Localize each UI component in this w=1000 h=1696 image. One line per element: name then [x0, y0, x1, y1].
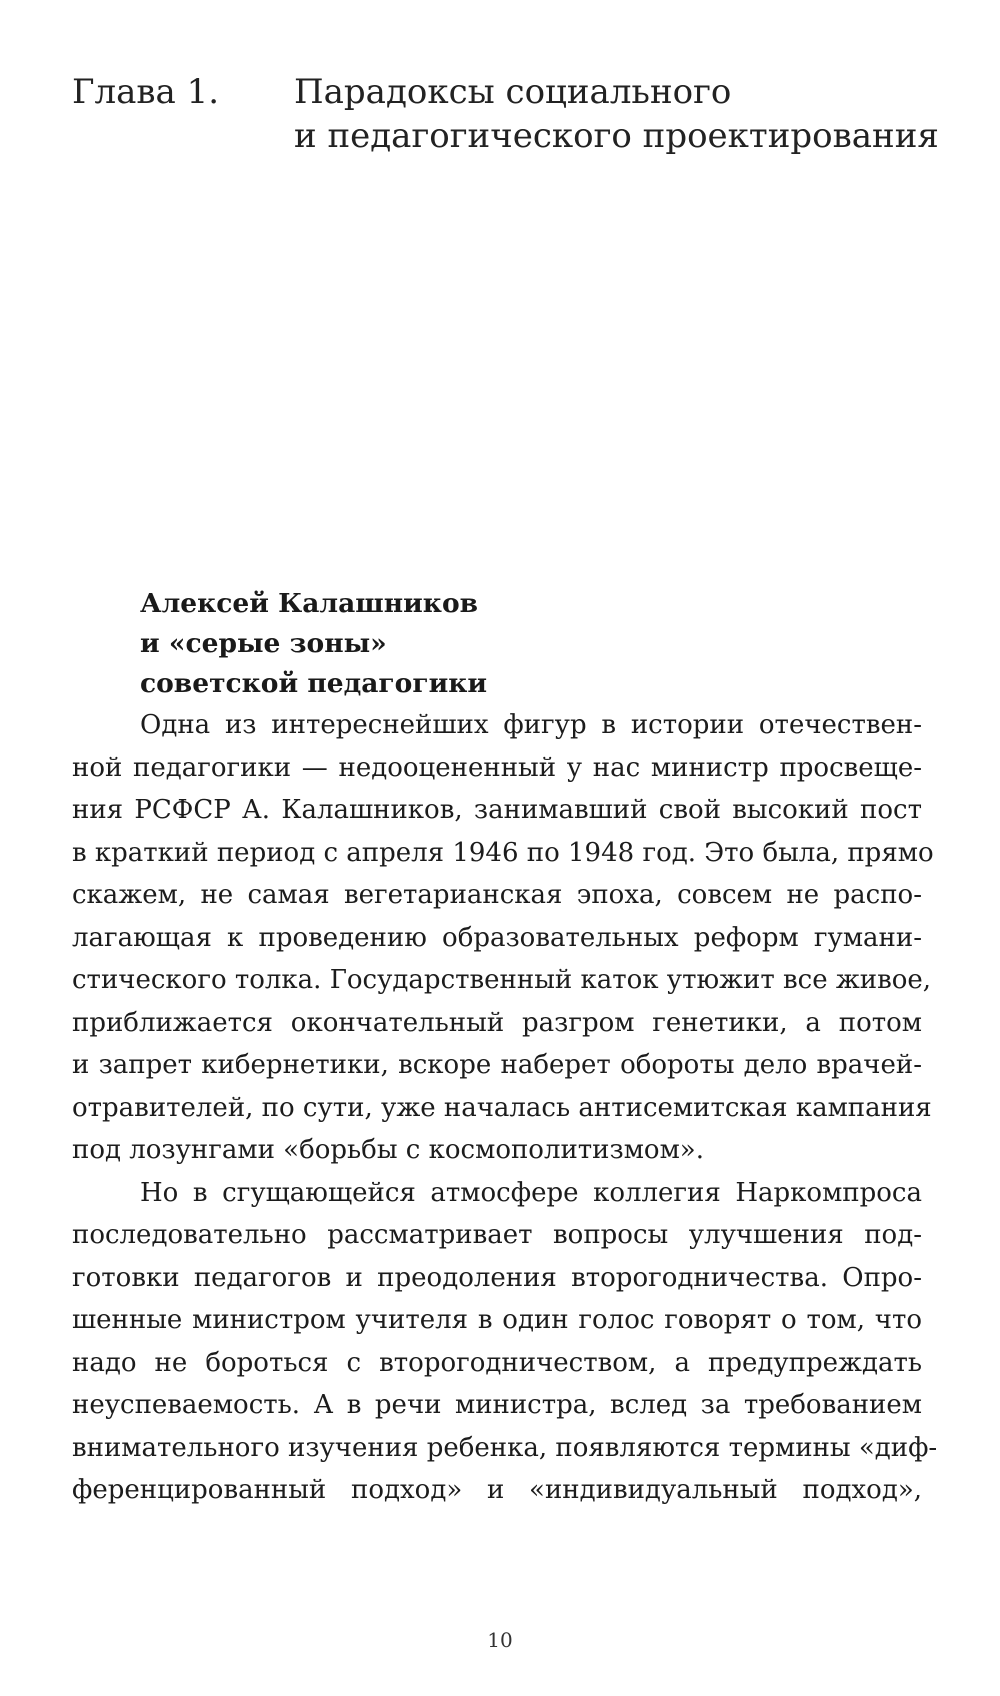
- section-heading-line: и «серые зоны»: [140, 628, 387, 659]
- text-line: лагающая к проведению образовательных реформ гумани-: [72, 922, 922, 953]
- text-line: отравителей, по сути, уже началась антисемитская кампания: [72, 1092, 932, 1123]
- text-line: неуспеваемость. А в речи министра, вслед за требованием: [72, 1390, 922, 1420]
- chapter-title: [294, 70, 954, 158]
- text-line: надо не бороться с второгодничеством, а предупреждать: [72, 1347, 922, 1378]
- text-line: готовки педагогов и преодоления второгодничества. Опро-: [72, 1262, 922, 1293]
- text-line: Но в сгущающейся атмосфере коллегия Наркомпроса: [140, 1177, 922, 1208]
- text-line: стического толка. Государственный каток утюжит все живое,: [72, 965, 932, 995]
- text-line: ной педагогики — недооцененный у нас министр просвеще-: [72, 752, 922, 783]
- chapter-title-line: и педагогического проектирования: [294, 116, 939, 156]
- text-line: и запрет кибернетики, вскоре наберет обороты дело врачей-: [72, 1050, 922, 1080]
- text-line: в краткий период с апреля 1946 по 1948 год. Это была, прямо: [72, 837, 934, 868]
- text-line: последовательно рассматривает вопросы улучшения под-: [72, 1220, 922, 1250]
- text-line: скажем, не самая вегетарианская эпоха, совсем не распо-: [72, 880, 922, 910]
- text-line: ния РСФСР А. Калашников, занимавший свой высокий пост: [72, 795, 922, 825]
- page-number: 10: [487, 1628, 513, 1652]
- section-heading-line: советской педагогики: [140, 668, 488, 699]
- paragraph-1: [72, 704, 934, 1172]
- text-line: внимательного изучения ребенка, появляются термины «диф-: [72, 1432, 938, 1463]
- section-heading-line: Алексей Калашников: [140, 588, 479, 619]
- section-heading: [140, 584, 922, 704]
- chapter-title-line: Парадоксы социального: [294, 72, 732, 112]
- paragraph-2: [72, 1172, 938, 1512]
- section: [72, 584, 938, 1512]
- text-line: Одна из интереснейших фигур в истории отечествен-: [140, 710, 922, 740]
- chapter-label: Глава 1.: [72, 72, 220, 112]
- text-line: шенные министром учителя в один голос говорят о том, что: [72, 1305, 922, 1335]
- text-line: под лозунгами «борьбы с космополитизмом».: [72, 1135, 704, 1165]
- text-line: ференцированный подход» и «индивидуальный подход»,: [72, 1475, 922, 1505]
- text-line: приближается окончательный разгром генетики, а потом: [72, 1007, 922, 1038]
